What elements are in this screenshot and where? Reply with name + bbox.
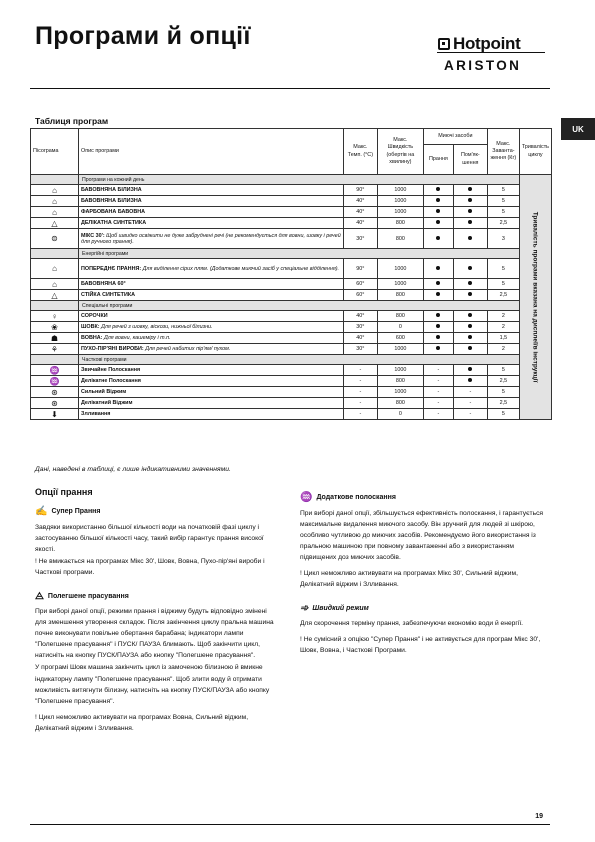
- program-wash: [423, 322, 453, 333]
- program-speed: 1000: [377, 279, 423, 290]
- super-wash-text: Завдяки використанню більшої кількості води на початковій фазі циклу і застосуванню більшої кількості часу, такий вибір гарантує прання високої якості.: [35, 523, 264, 553]
- program-description: Для вовни, кашеміру і т.п.: [103, 335, 171, 341]
- wash-dot-icon: [436, 335, 440, 339]
- options-right-column: [300, 486, 548, 656]
- program-soften: [453, 365, 487, 376]
- wash-dot-icon: [436, 209, 440, 213]
- program-wash: -: [423, 365, 453, 376]
- easy-iron-silk-text: У програмі Шовк машина закінчить цикл із замоченою білизною й вмикне індикаторну лампу "Полегшене прасування". Щоб злити воду й отримати можливість витягнути білизну, натисніть на кнопку ПУСК/ПАУЗА або кнопку "Полегшене прасування".: [35, 664, 270, 705]
- wash-dot-icon: [436, 266, 440, 270]
- col-icon: Пісограма: [31, 129, 79, 175]
- soften-dot-icon: [468, 292, 472, 296]
- page-number: 19: [535, 813, 543, 820]
- soften-dot-icon: [468, 209, 472, 213]
- program-row: [31, 333, 552, 344]
- program-load: 5: [487, 365, 519, 376]
- wool-icon: ☗: [31, 333, 79, 344]
- program-row: [31, 185, 552, 196]
- program-speed: 1000: [377, 259, 423, 279]
- program-name-cell: [79, 207, 344, 218]
- language-tab: UK: [561, 118, 595, 140]
- soften-dot-icon: [468, 236, 472, 240]
- program-wash: [423, 229, 453, 249]
- section-row: [31, 175, 552, 185]
- program-temp: 90°: [343, 259, 377, 279]
- program-speed: 1000: [377, 185, 423, 196]
- program-load: 5: [487, 409, 519, 420]
- extra-rinse-text: При виборі даної опції, збільшується ефективність полоскання, і гарантується максимальне видалення миючого засобу. Він зручний для людей зі шкірою, особливо чутливою до миючих засобів. Рекомендуємо його використання із пральною машиною при повному завантаженні або з використанням підвищених доз миючих засобів.: [300, 509, 544, 561]
- program-temp: -: [343, 365, 377, 376]
- program-wash: -: [423, 376, 453, 387]
- quick-heading: ➾ Швидкий режим: [300, 601, 548, 618]
- iron-icon: ⨺: [35, 590, 44, 602]
- program-load: 2,5: [487, 218, 519, 229]
- page-title: Програми й опції: [35, 22, 251, 50]
- program-load: 5: [487, 185, 519, 196]
- program-speed: 1000: [377, 365, 423, 376]
- program-name-cell: [79, 259, 344, 279]
- program-load: 5: [487, 259, 519, 279]
- duration-note: Тривалість програми вказана на дисплеї/в інструкції: [531, 211, 539, 383]
- soften-dot-icon: [468, 346, 472, 350]
- program-name-cell: [79, 376, 344, 387]
- cotton-icon: ⌂: [31, 196, 79, 207]
- prewash-icon: ⌂: [31, 259, 79, 279]
- program-name: Делікатний Віджим: [81, 400, 133, 406]
- title-divider: [30, 88, 550, 89]
- options-left-column: [35, 500, 280, 734]
- logo-divider: [437, 52, 545, 53]
- program-load: 5: [487, 279, 519, 290]
- wash-dot-icon: [436, 346, 440, 350]
- program-speed: 1000: [377, 387, 423, 398]
- program-name: Звичайне Полоскання: [81, 367, 141, 373]
- program-temp: 30°: [343, 229, 377, 249]
- wash-dot-icon: [436, 324, 440, 328]
- program-name-cell: [79, 290, 344, 301]
- program-wash: -: [423, 398, 453, 409]
- col-speed: Макс. Швидкість (обертів на хвилину): [377, 129, 423, 175]
- program-temp: -: [343, 398, 377, 409]
- wash-dot-icon: [436, 313, 440, 317]
- brand-logo: [438, 34, 544, 73]
- cotton-icon: ⌂: [31, 279, 79, 290]
- program-name-cell: [79, 398, 344, 409]
- col-desc: Опис програми: [79, 129, 344, 175]
- program-description: Щоб швидко освіжити не дуже забруднені речі (не рекомендується для вовни, шовку і речей для ручного прання).: [81, 232, 341, 245]
- program-load: 5: [487, 387, 519, 398]
- program-name: Делікатне Полоскання: [81, 378, 141, 384]
- section-label: Енергійні програми: [79, 249, 520, 259]
- program-load: 3: [487, 229, 519, 249]
- program-wash: [423, 290, 453, 301]
- section-label: Програми на кожний день: [79, 175, 520, 185]
- program-wash: [423, 185, 453, 196]
- soften-dot-icon: [468, 281, 472, 285]
- program-name-cell: [79, 365, 344, 376]
- program-name-cell: [79, 185, 344, 196]
- program-soften: -: [453, 387, 487, 398]
- brand-top: Hotpoint: [453, 34, 521, 53]
- super-wash-heading: ✍ Супер Прання: [35, 504, 280, 521]
- program-speed: 800: [377, 290, 423, 301]
- program-load: 5: [487, 196, 519, 207]
- program-temp: 60°: [343, 279, 377, 290]
- program-name-cell: [79, 333, 344, 344]
- program-row: [31, 344, 552, 355]
- easy-iron-heading: ⨺ Полегшене прасування: [35, 589, 280, 606]
- program-temp: -: [343, 409, 377, 420]
- col-soften: Пом'як-шення: [453, 145, 487, 175]
- program-temp: 40°: [343, 311, 377, 322]
- wash-dot-icon: [436, 281, 440, 285]
- program-wash: -: [423, 409, 453, 420]
- program-name-cell: [79, 322, 344, 333]
- wash-dot-icon: [436, 187, 440, 191]
- program-speed: 1000: [377, 207, 423, 218]
- extra-rinse-heading: ♒ Додаткове полоскання: [300, 490, 548, 507]
- program-wash: [423, 196, 453, 207]
- col-wash: Прання: [423, 145, 453, 175]
- program-load: 2: [487, 322, 519, 333]
- program-temp: -: [343, 376, 377, 387]
- rinse-icon: ♒: [31, 365, 79, 376]
- program-temp: 30°: [343, 322, 377, 333]
- program-name-cell: [79, 387, 344, 398]
- program-wash: [423, 344, 453, 355]
- program-row: [31, 387, 552, 398]
- program-row: [31, 376, 552, 387]
- super-wash-icon: ✍: [35, 506, 48, 517]
- quick-warning: ! Не сумісний з опцією "Супер Прання" і не активується для програм Мікс 30', Шовк, Вовна, і Часткові Програми.: [300, 636, 541, 655]
- program-speed: 800: [377, 218, 423, 229]
- program-row: [31, 311, 552, 322]
- program-speed: 0: [377, 409, 423, 420]
- quick-text: Для скорочення терміну прання, забезпечуючи економію води й енергії.: [300, 620, 524, 628]
- program-wash: [423, 333, 453, 344]
- program-name: СТІЙКА СИНТЕТИКА: [81, 292, 136, 298]
- program-name: ФАРБОВАНА БАВОВНА: [81, 209, 146, 215]
- extra-rinse-icon: ♒: [300, 492, 313, 503]
- program-name-cell: [79, 279, 344, 290]
- program-temp: 90°: [343, 185, 377, 196]
- program-soften: -: [453, 409, 487, 420]
- soften-dot-icon: [468, 198, 472, 202]
- program-name: БАВОВНЯНА БІЛИЗНА: [81, 187, 142, 193]
- spin-delicate-icon: ⊛: [31, 398, 79, 409]
- program-temp: 60°: [343, 290, 377, 301]
- col-load: Макс. Заванта-ження (Кг): [487, 129, 519, 175]
- program-name: СОРОЧКИ: [81, 313, 108, 319]
- program-soften: [453, 207, 487, 218]
- col-detergents: Миючі засоби: [423, 129, 487, 145]
- program-row: [31, 196, 552, 207]
- soften-dot-icon: [468, 187, 472, 191]
- brand-bottom: ARISTON: [444, 58, 522, 73]
- wash-dot-icon: [436, 198, 440, 202]
- footer-divider: [30, 824, 550, 825]
- program-name: ДЕЛІКАТНА СИНТЕТИКА: [81, 220, 147, 226]
- drain-icon: ⬇: [31, 409, 79, 420]
- program-name: БАВОВНЯНА БІЛИЗНА: [81, 198, 142, 204]
- col-temp: Макс. Темп. (°C): [343, 129, 377, 175]
- wash-dot-icon: [436, 220, 440, 224]
- program-row: [31, 290, 552, 301]
- options-title: Опції прання: [35, 487, 93, 497]
- program-soften: [453, 279, 487, 290]
- program-name: БАВОВНЯНА 60°: [81, 281, 126, 287]
- section-row: [31, 355, 552, 365]
- section-label: Спеціальні програми: [79, 301, 520, 311]
- program-soften: [453, 376, 487, 387]
- program-soften: [453, 196, 487, 207]
- section-label: Часткові програми: [79, 355, 520, 365]
- program-soften: [453, 290, 487, 301]
- program-wash: [423, 279, 453, 290]
- easy-iron-text: При виборі даної опції, режими прання і віджиму будуть відповідно змінені для зменшення утворення складок. Після закінчення циклу пральна машина почне виконувати повільне обертання барабана; індикатори лампи "Полегшене прасування" і ПУСК/ ПАУЗА блимають. Щоб закінчити цикл, натисніть на кнопку ПУСК/ПАУЗА або кнопку "Полегшене прасування".: [35, 608, 274, 660]
- program-soften: -: [453, 398, 487, 409]
- program-speed: 1000: [377, 344, 423, 355]
- hotpoint-mark-icon: [438, 38, 450, 50]
- program-name-cell: [79, 196, 344, 207]
- program-soften: [453, 229, 487, 249]
- silk-icon: ❀: [31, 322, 79, 333]
- program-soften: [453, 218, 487, 229]
- quick-icon: ➾: [300, 602, 309, 614]
- wash-dot-icon: [436, 236, 440, 240]
- soften-dot-icon: [468, 313, 472, 317]
- program-wash: [423, 311, 453, 322]
- program-speed: 800: [377, 376, 423, 387]
- program-row: [31, 322, 552, 333]
- program-wash: [423, 207, 453, 218]
- program-name: ПУХО-ПІР'ЯНІ ВИРОБИ:: [81, 346, 144, 352]
- program-name-cell: [79, 218, 344, 229]
- synthetic-icon: △: [31, 218, 79, 229]
- shirt-icon: ♀: [31, 311, 79, 322]
- program-speed: 800: [377, 398, 423, 409]
- program-load: 5: [487, 207, 519, 218]
- program-soften: [453, 259, 487, 279]
- cotton-icon: ⌂: [31, 185, 79, 196]
- col-duration: Тривалість циклу: [519, 129, 551, 175]
- cotton-icon: ⌂: [31, 207, 79, 218]
- program-load: 2,5: [487, 376, 519, 387]
- program-load: 2,5: [487, 290, 519, 301]
- program-name: Злливання: [81, 411, 111, 417]
- section-row: [31, 249, 552, 259]
- rinse-delicate-icon: ♒: [31, 376, 79, 387]
- program-row: [31, 218, 552, 229]
- easy-iron-warning: ! Цикл неможливо активувати на програмах Вовна, Сильний віджим, Делікатний віджим і Злливання.: [35, 713, 249, 732]
- soften-dot-icon: [468, 220, 472, 224]
- program-load: 1,5: [487, 333, 519, 344]
- program-wash: [423, 218, 453, 229]
- section-row: [31, 301, 552, 311]
- program-description: Для речей набитих пір'ям/ пухом.: [145, 346, 231, 352]
- program-row: [31, 259, 552, 279]
- program-soften: [453, 344, 487, 355]
- program-temp: 40°: [343, 218, 377, 229]
- soften-dot-icon: [468, 335, 472, 339]
- program-temp: 30°: [343, 344, 377, 355]
- feather-icon: ⚘: [31, 344, 79, 355]
- program-soften: [453, 333, 487, 344]
- program-name-cell: [79, 344, 344, 355]
- soften-dot-icon: [468, 324, 472, 328]
- program-table: [30, 128, 552, 420]
- program-soften: [453, 311, 487, 322]
- program-wash: [423, 259, 453, 279]
- program-speed: 800: [377, 311, 423, 322]
- spin-icon: ⊛: [31, 387, 79, 398]
- synthetic-icon: △: [31, 290, 79, 301]
- program-soften: [453, 185, 487, 196]
- program-description: Для речей з шовку, віскози, нижньої білизни.: [101, 324, 213, 330]
- program-load: 2: [487, 344, 519, 355]
- program-row: [31, 365, 552, 376]
- program-name-cell: [79, 311, 344, 322]
- program-row: [31, 398, 552, 409]
- program-speed: 1000: [377, 196, 423, 207]
- program-speed: 800: [377, 229, 423, 249]
- extra-rinse-warning: ! Цикл неможливо активувати на програмах Мікс 30', Сильний віджим, Делікатний віджим і Злливання.: [300, 569, 518, 588]
- program-temp: -: [343, 387, 377, 398]
- program-name: МІКС 30':: [81, 232, 105, 239]
- program-name: ПОПЕРЕДНЄ ПРАННЯ:: [81, 265, 142, 272]
- program-name: Сильний Віджим: [81, 389, 127, 395]
- program-description: Для виділення сірих плям. (Додаткове миючий засіб у спеціальне відділення).: [142, 265, 340, 272]
- soften-dot-icon: [468, 367, 472, 371]
- program-load: 2: [487, 311, 519, 322]
- program-load: 2,5: [487, 398, 519, 409]
- program-row: [31, 207, 552, 218]
- soften-dot-icon: [468, 378, 472, 382]
- program-name: ВОВНА:: [81, 335, 103, 341]
- program-row: [31, 279, 552, 290]
- program-name-cell: [79, 229, 344, 249]
- program-temp: 40°: [343, 207, 377, 218]
- program-name: ШОВК:: [81, 324, 100, 330]
- super-wash-warning: ! Не вмикається на програмах Мікс 30', Шовк, Вовна, Пухо-пір'яні вироби і Часткові програми.: [35, 557, 265, 576]
- table-heading: Таблиця програм: [35, 116, 109, 126]
- program-row: [31, 229, 552, 249]
- program-wash: -: [423, 387, 453, 398]
- table-note: Дані, наведені в таблиці, є лише індикативними значеннями.: [35, 466, 231, 473]
- wash-dot-icon: [436, 292, 440, 296]
- program-name-cell: [79, 409, 344, 420]
- program-speed: 0: [377, 322, 423, 333]
- program-soften: [453, 322, 487, 333]
- program-temp: 40°: [343, 196, 377, 207]
- program-row: [31, 409, 552, 420]
- mix-icon: ⊜: [31, 229, 79, 249]
- program-speed: 600: [377, 333, 423, 344]
- program-temp: 40°: [343, 333, 377, 344]
- soften-dot-icon: [468, 266, 472, 270]
